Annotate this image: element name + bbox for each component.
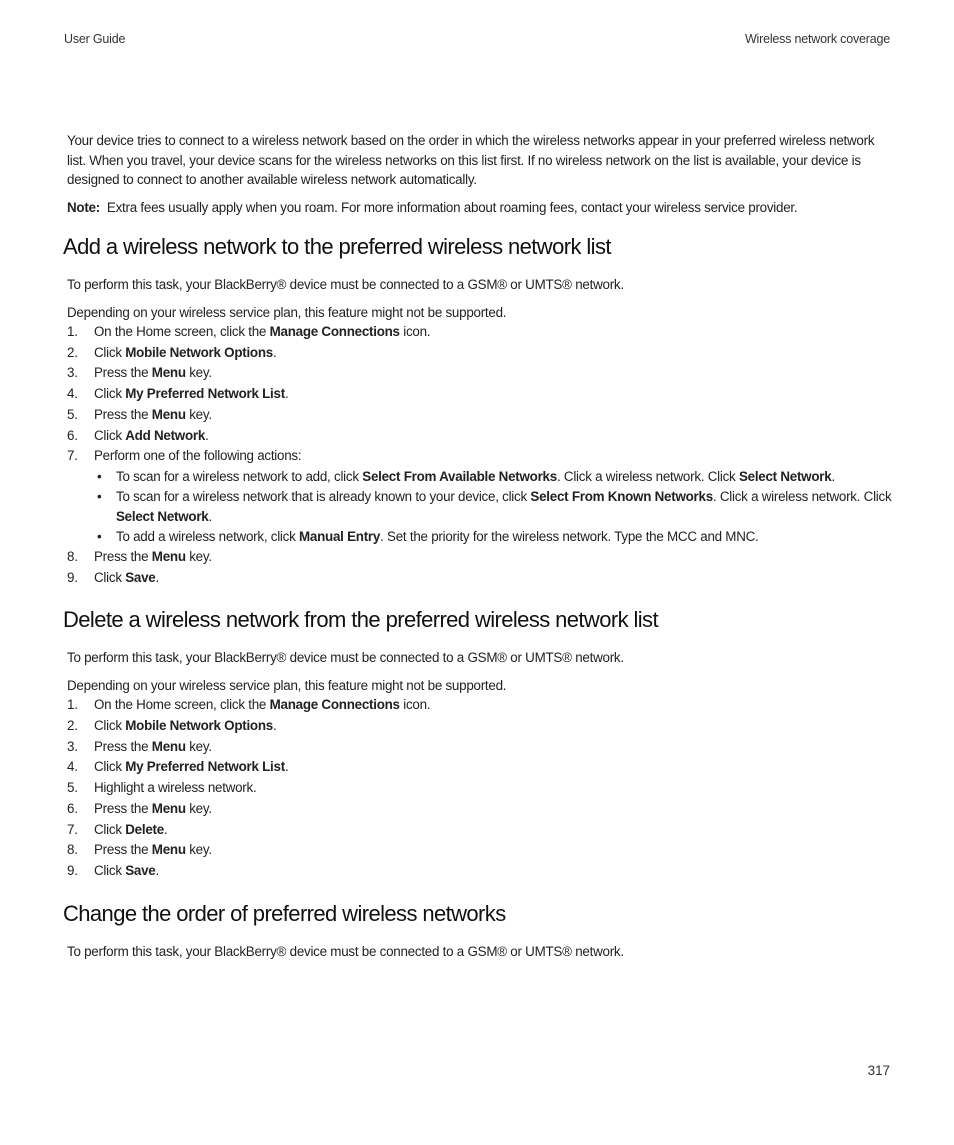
- page-number: 317: [867, 1063, 890, 1078]
- step: [67, 799, 893, 820]
- section-title: Change the order of preferred wireless networks: [63, 900, 506, 926]
- action-text: . Set the priority for the wireless network. Type the MCC and MNC.: [380, 528, 759, 544]
- step: [67, 446, 893, 547]
- step-text: Highlight a wireless network.: [94, 780, 257, 796]
- action-text: .: [831, 468, 835, 484]
- running-header-right: Wireless network coverage: [744, 32, 890, 46]
- section-delete-network: [63, 606, 893, 881]
- ui-term: Delete: [125, 821, 164, 837]
- step-text: Click: [94, 344, 126, 360]
- ui-term: Menu: [151, 365, 186, 381]
- step-text: Click: [94, 718, 126, 734]
- ui-term: Save: [125, 862, 156, 878]
- step-text: Press the: [94, 738, 152, 754]
- step-text: Press the: [94, 548, 152, 564]
- step-number: 7.: [67, 448, 78, 464]
- step-text: .: [273, 718, 277, 734]
- ui-term: Select From Known Networks: [530, 488, 713, 504]
- prerequisite: To perform this task, your BlackBerry® device must be connected to a GSM® or UMTS® network.: [67, 277, 624, 292]
- action-item: [94, 527, 893, 547]
- ui-term: Menu: [151, 548, 186, 564]
- step-text: key.: [185, 406, 212, 422]
- action-text: . Click a wireless network. Click: [556, 468, 739, 484]
- plan-note: Depending on your wireless service plan, this feature might not be supported.: [67, 304, 507, 320]
- step-number: 3.: [67, 365, 78, 381]
- step-number: 7.: [67, 821, 78, 837]
- ui-term: Select Network: [116, 508, 209, 524]
- step-text: Press the: [94, 842, 152, 858]
- bullet: •: [97, 468, 102, 484]
- step-number: 5.: [67, 406, 78, 422]
- step-number: 4.: [67, 759, 78, 775]
- step: [67, 568, 893, 589]
- running-header-left: User Guide: [64, 32, 126, 46]
- step-text: key.: [185, 800, 212, 816]
- ui-term: Menu: [151, 842, 186, 858]
- step-text: icon.: [399, 324, 431, 339]
- steps-list: [67, 322, 893, 588]
- section-change-order: [63, 900, 893, 962]
- section-add-network: [63, 233, 893, 588]
- step-number: 1.: [67, 324, 78, 339]
- step: [67, 343, 893, 364]
- step: [67, 405, 893, 426]
- ui-term: Menu: [151, 406, 186, 422]
- actions-list: [94, 467, 893, 547]
- section-title: Delete a wireless network from the preferred wireless network list: [63, 607, 658, 633]
- step: [67, 840, 893, 861]
- ui-term: Manual Entry: [299, 528, 381, 544]
- action-text: To scan for a wireless network to add, click: [116, 468, 363, 484]
- step-text: key.: [185, 548, 212, 564]
- step-text: key.: [185, 842, 212, 858]
- step: [67, 547, 893, 568]
- step-text: Click: [94, 862, 126, 878]
- step: [67, 861, 893, 882]
- section-title: Add a wireless network to the preferred wireless network list: [63, 234, 611, 259]
- step-number: 5.: [67, 780, 78, 796]
- note-text: Extra fees usually apply when you roam. For more information about roaming fees, contact your wireless service provider.: [106, 199, 798, 215]
- step-number: 9.: [67, 862, 78, 878]
- ui-term: Menu: [151, 800, 186, 816]
- step-text: .: [155, 569, 159, 585]
- step: [67, 778, 893, 799]
- plan-note: Depending on your wireless service plan, this feature might not be supported.: [67, 677, 507, 693]
- step: [67, 695, 893, 716]
- ui-term: Menu: [151, 738, 186, 754]
- action-item: [94, 487, 893, 527]
- step-number: 2.: [67, 344, 78, 360]
- step-text: Press the: [94, 365, 152, 381]
- note-label: Note:: [67, 199, 100, 215]
- step-text: Press the: [94, 406, 152, 422]
- step-number: 3.: [67, 738, 78, 754]
- prerequisite: To perform this task, your BlackBerry® device must be connected to a GSM® or UMTS® network.: [67, 943, 624, 959]
- action-text: To scan for a wireless network that is already known to your device, click: [116, 488, 531, 504]
- step-text: .: [163, 821, 168, 837]
- action-text: .: [208, 508, 212, 524]
- step-text: Click: [94, 386, 126, 402]
- step-number: 6.: [67, 427, 78, 443]
- steps-list: [67, 695, 893, 881]
- step-number: 8.: [67, 548, 78, 564]
- step: [67, 363, 893, 384]
- step-number: 8.: [67, 842, 78, 858]
- step-number: 1.: [67, 697, 78, 713]
- ui-term: Save: [125, 569, 156, 585]
- ui-term: Mobile Network Options: [125, 344, 273, 360]
- ui-term: Mobile Network Options: [125, 718, 273, 734]
- ui-term: My Preferred Network List: [125, 386, 285, 402]
- step-text: key.: [185, 365, 212, 381]
- step: [67, 322, 893, 343]
- page-content: [63, 131, 893, 969]
- intro-paragraph: Your device tries to connect to a wireless network based on the order in which the wireless networks appear in your preferred wireless network list. When you travel, your device scans for the wireless networks on this list first. If no wireless network on the list is available, your device is designed to connect to another available wireless network automatically.: [67, 133, 875, 187]
- ui-term: Manage Connections: [269, 324, 400, 339]
- step-text: On the Home screen, click the: [94, 697, 270, 713]
- prerequisite: To perform this task, your BlackBerry® device must be connected to a GSM® or UMTS® network.: [67, 650, 624, 666]
- note-paragraph: [67, 198, 893, 218]
- bullet: •: [97, 528, 102, 544]
- step: [67, 384, 893, 405]
- step-text: .: [205, 427, 209, 443]
- step-text: Click: [94, 821, 126, 837]
- step-text: Click: [94, 427, 126, 443]
- ui-term: Manage Connections: [269, 697, 400, 713]
- step-text: key.: [185, 738, 212, 754]
- step: [67, 737, 893, 758]
- ui-term: Select From Available Networks: [362, 468, 557, 484]
- step-text: Click: [94, 569, 126, 585]
- step-number: 9.: [67, 569, 78, 585]
- ui-term: My Preferred Network List: [125, 759, 285, 775]
- step: [67, 820, 893, 841]
- action-text: To add a wireless network, click: [116, 528, 300, 544]
- step-text: .: [155, 862, 159, 878]
- step-text: .: [284, 386, 289, 402]
- step-text: Click: [94, 759, 126, 775]
- step-number: 6.: [67, 800, 78, 816]
- step-number: 4.: [67, 386, 78, 402]
- step: [67, 426, 893, 447]
- step-text: Press the: [94, 800, 152, 816]
- action-text: . Click a wireless network. Click: [712, 488, 892, 504]
- step-text: icon.: [399, 697, 431, 713]
- step-text: On the Home screen, click the: [94, 324, 270, 339]
- step-text: Perform one of the following actions:: [94, 448, 302, 464]
- step-text: .: [284, 759, 289, 775]
- action-item: [94, 467, 893, 487]
- ui-term: Add Network: [125, 427, 206, 443]
- step: [67, 716, 893, 737]
- step-number: 2.: [67, 718, 78, 734]
- ui-term: Select Network: [738, 468, 832, 484]
- step-text: .: [273, 344, 277, 360]
- bullet: •: [97, 488, 102, 504]
- step: [67, 757, 893, 778]
